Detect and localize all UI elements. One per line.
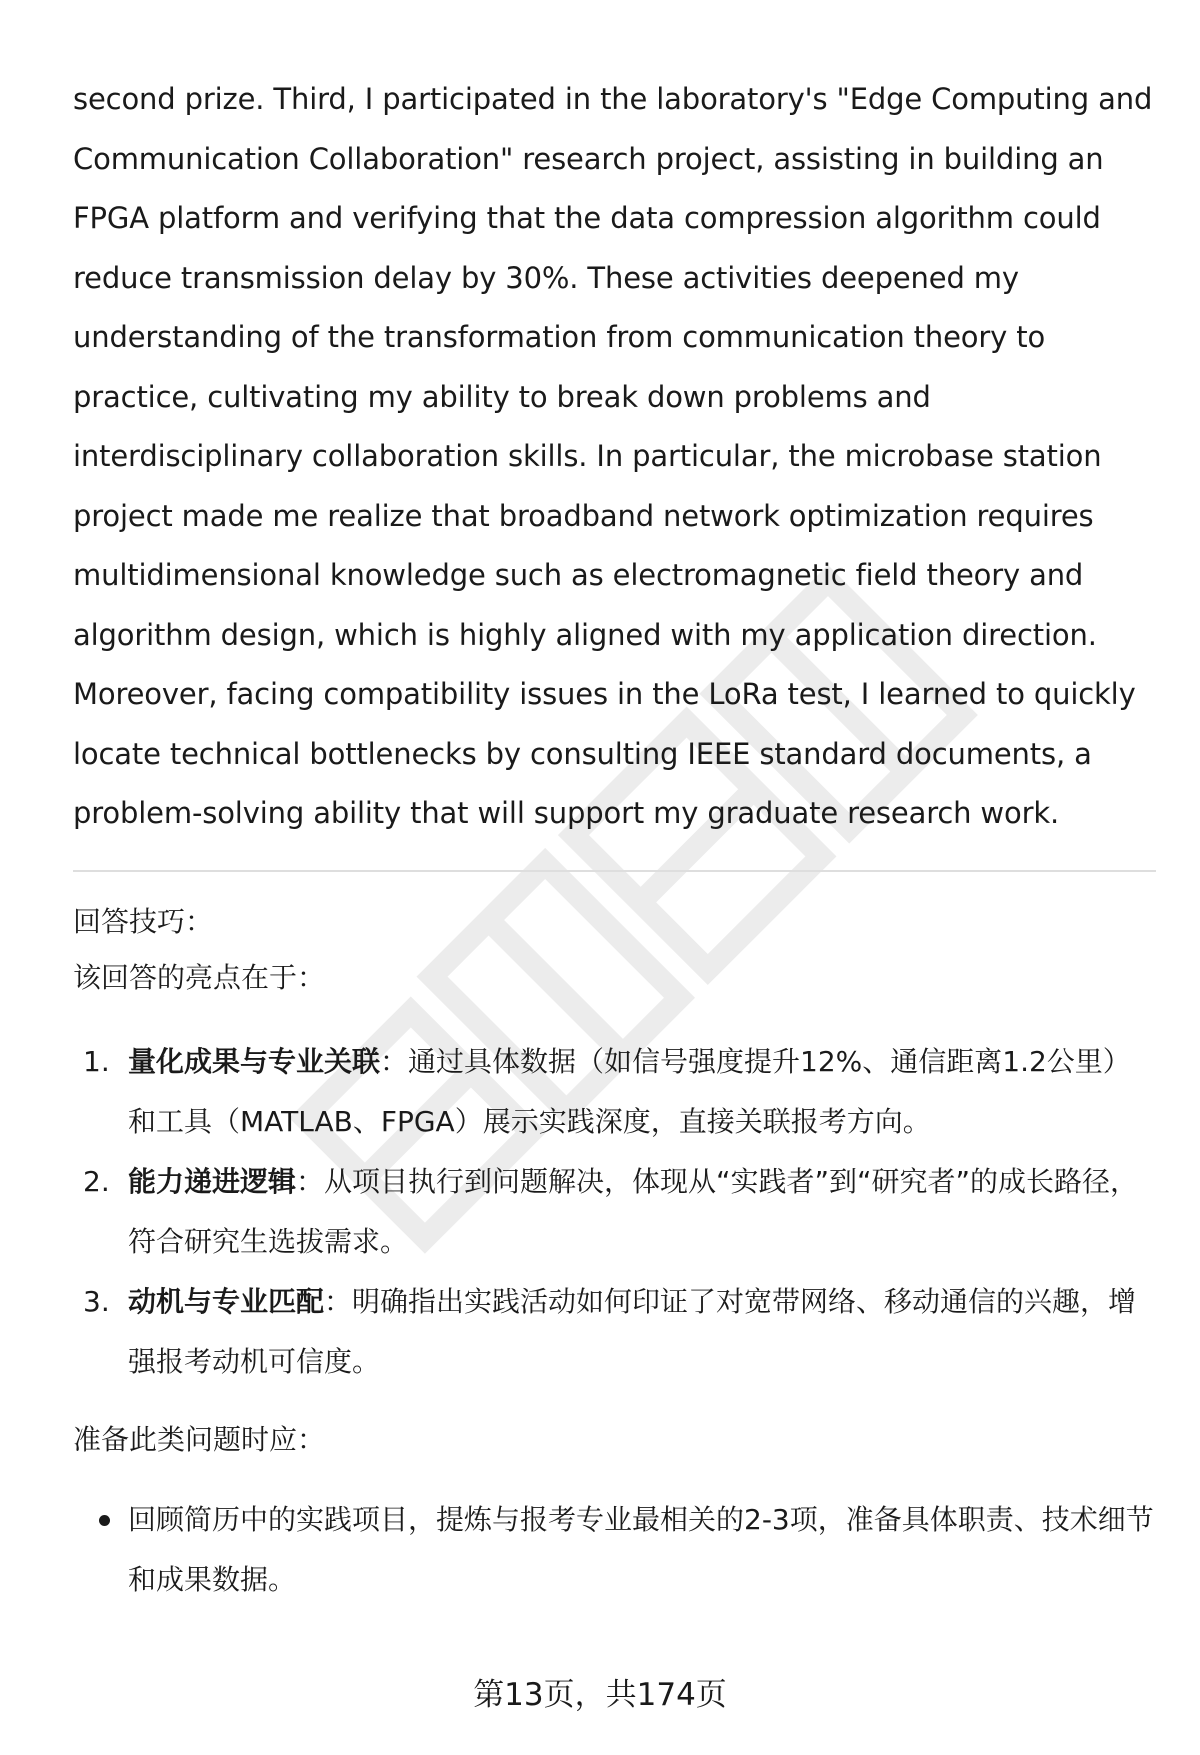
prep-item-text: 回顾简历中的实践项目，提炼与报考专业最相关的2-3项，准备具体职责、技术细节和成果数据。 (128, 1502, 1154, 1596)
prep-list (73, 1490, 1158, 1610)
body-paragraph: second prize. Third, I participated in the laboratory's "Edge Computing and Communication Collaboration" research project, assisting in building an FPGA platform and verifying that the data compression algorithm could reduce transmission delay by 30%. These activities deepened my understanding of the transformation from communication theory to practice, cultivating my ability to break down problems and interdisciplinary collaboration skills. In particular, the microbase station project made me realize that broadband network optimization requires multidimensional knowledge such as electromagnetic field theory and algorithm design, which is highly aligned with my application direction. Moreover, facing compatibility issues in the LoRa test, I learned to quickly locate technical bottlenecks by consulting IEEE standard documents, a problem-solving ability that will support my graduate research work. (73, 82, 1153, 830)
tip-title: 能力递进逻辑 (128, 1164, 297, 1198)
tips-list-item (73, 1032, 1158, 1152)
prep-list-item (73, 1490, 1158, 1610)
tips-list (73, 1032, 1158, 1392)
tips-intro: 该回答的亮点在于： (73, 960, 326, 994)
tip-text: ：从项目执行到问题解决，体现从“实践者”到“研究者”的成长路径，符合研究生选拔需求。 (128, 1164, 1139, 1258)
page-number: 第13页，共174页 (473, 1677, 727, 1713)
tips-list-item (73, 1272, 1158, 1392)
prep-heading: 准备此类问题时应： (73, 1422, 326, 1456)
list-number: 1. (83, 1044, 110, 1078)
bullet-icon (99, 1515, 110, 1526)
tips-list-item (73, 1152, 1158, 1272)
tip-title: 量化成果与专业关联 (128, 1044, 381, 1078)
section-divider (73, 870, 1156, 872)
tip-text: ：通过具体数据（如信号强度提升12%、通信距离1.2公里）和工具（MATLAB、FPGA）展示实践深度，直接关联报考方向。 (128, 1044, 1131, 1138)
tip-text: ：明确指出实践活动如何印证了对宽带网络、移动通信的兴趣，增强报考动机可信度。 (128, 1284, 1137, 1378)
tips-heading: 回答技巧： (73, 904, 214, 938)
list-number: 3. (83, 1284, 110, 1318)
tip-title: 动机与专业匹配 (128, 1284, 325, 1318)
list-number: 2. (83, 1164, 110, 1198)
page-content (73, 70, 1158, 1610)
